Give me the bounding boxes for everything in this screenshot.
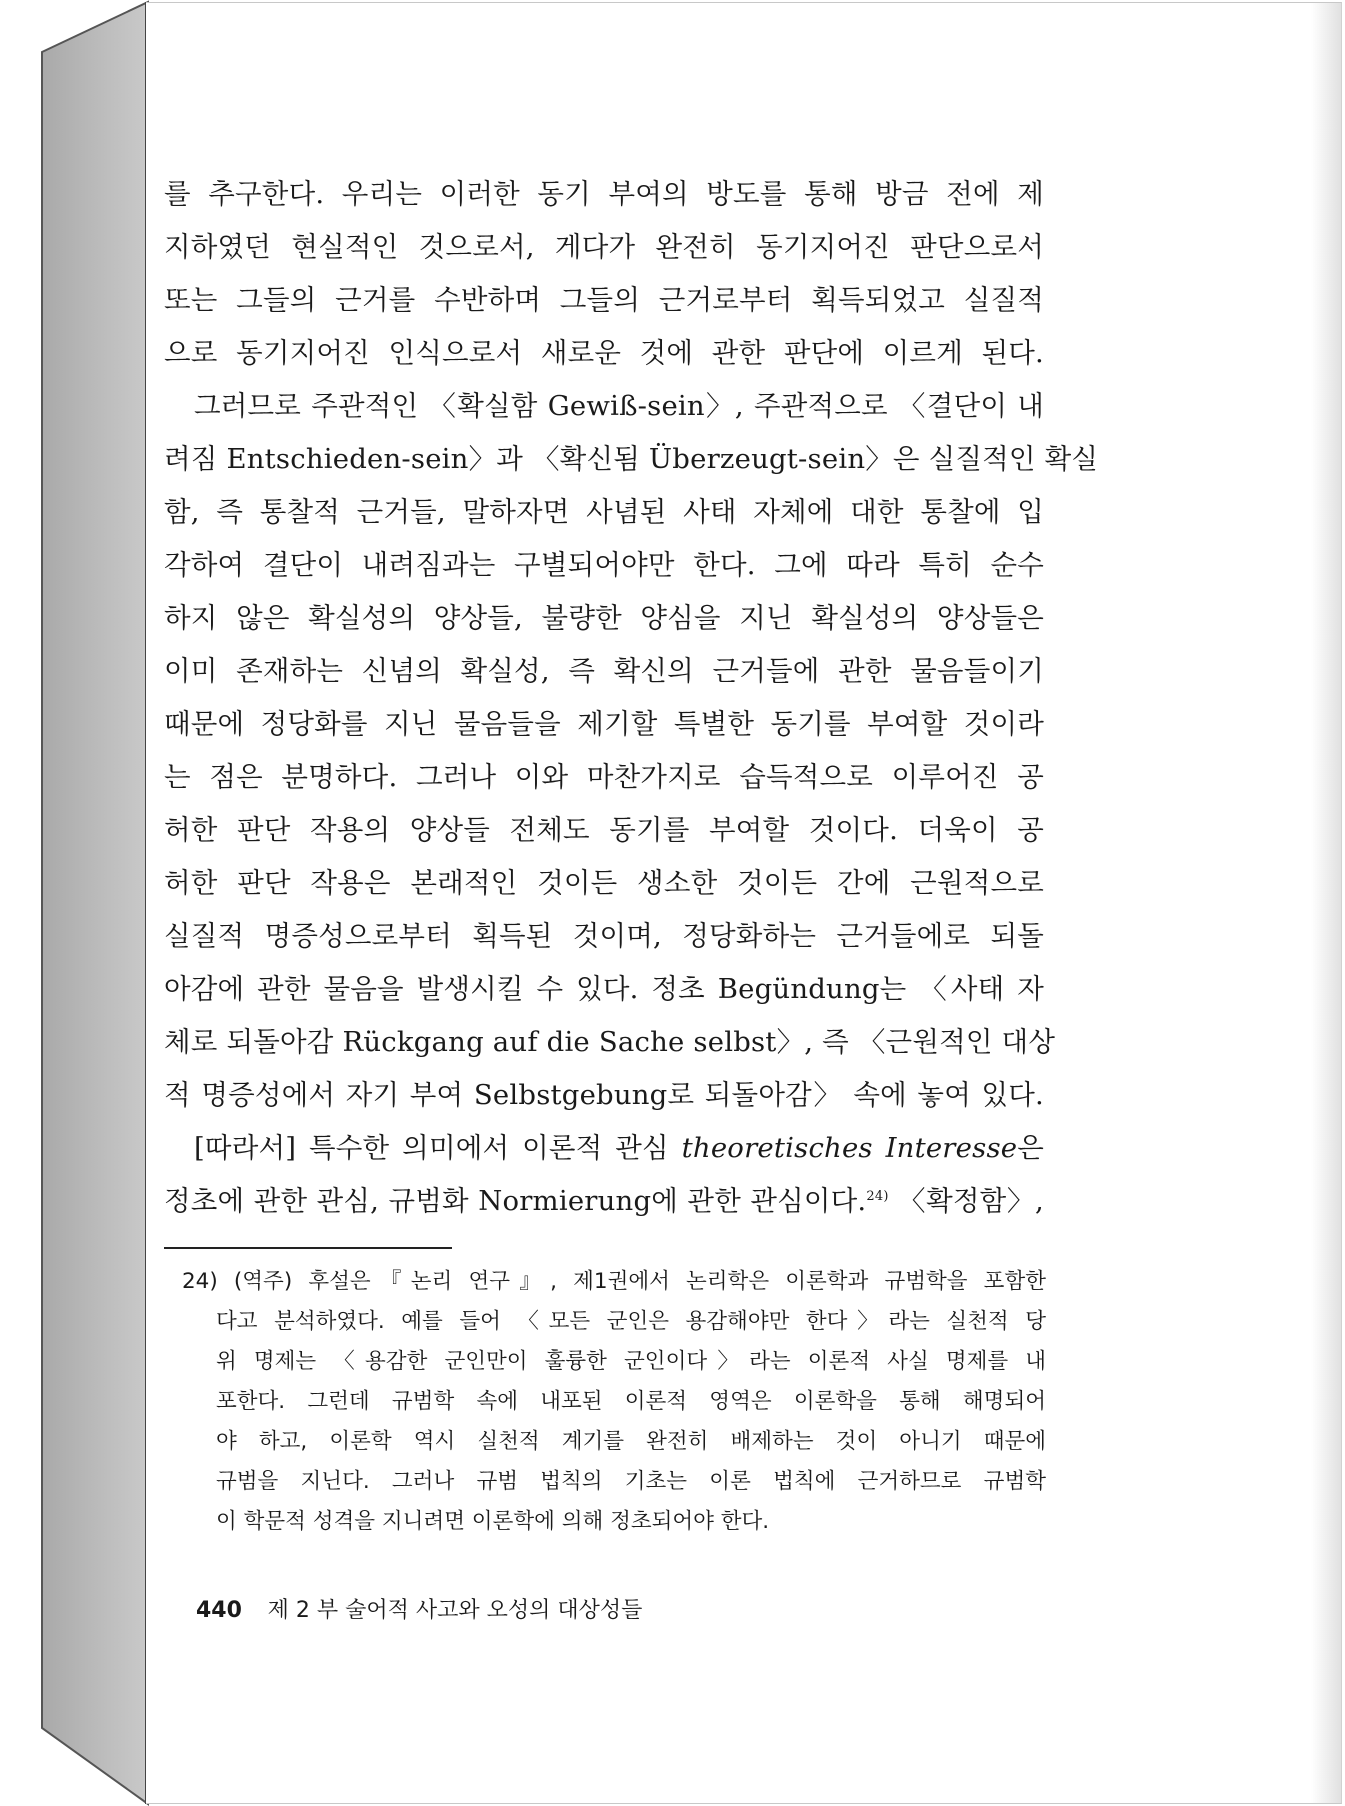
text-line-5: 그러므로 주관적인 〈확실함 Gewiß-sein〉, 주관적으로 〈결단이 내 — [194, 390, 1044, 422]
footnote-line-5: 야 하고, 이론학 역시 실천적 계기를 완전히 배제하는 것이 아니기 때문에 — [216, 1429, 1046, 1454]
text-line-10: 이미 존재하는 신념의 확실성, 즉 확신의 근거들에 관한 물음들이기 — [164, 655, 1044, 687]
text-line-1: 를 추구한다. 우리는 이러한 동기 부여의 방도를 통해 방금 전에 제 — [164, 178, 1044, 210]
text-line-6: 려짐 Entschieden-sein〉과 〈확신됨 Überzeugt-sein〉은 실질적인 확실 — [164, 443, 1099, 475]
footnote-line-7: 이 학문적 성격을 지니려면 이론학에 의해 정초되어야 한다. — [216, 1509, 770, 1534]
text-line-20-main: 정초에 관한 관심, 규범화 Normierung에 관한 관심이다. — [164, 1185, 867, 1217]
text-line-19-prefix: [따라서] 특수한 의미에서 이론적 관심 — [194, 1132, 682, 1164]
book-spine — [0, 0, 150, 1806]
footnote-line-2: 다고 분석하였다. 예를 들어 〈모든 군인은 용감해야만 한다〉라는 실천적 당 — [216, 1309, 1046, 1334]
text-line-3: 또는 그들의 근거를 수반하며 그들의 근거로부터 획득되었고 실질적 — [164, 284, 1044, 316]
text-line-14: 허한 판단 작용은 본래적인 것이든 생소한 것이든 간에 근원적으로 — [164, 867, 1044, 899]
running-title: 제 2 부 술어적 사고와 오성의 대상성들 — [267, 1598, 643, 1623]
text-line-8: 각하여 결단이 내려짐과는 구별되어야만 한다. 그에 따라 특히 순수 — [164, 549, 1044, 581]
text-line-18: 적 명증성에서 자기 부여 Selbstgebung로 되돌아감〉 속에 놓여 있다. — [164, 1079, 1044, 1111]
text-line-19-suffix: 은 — [1017, 1132, 1044, 1164]
text-line-20 — [164, 1175, 1044, 1228]
text-line-19 — [164, 1122, 1044, 1175]
footnote-reference: 24) — [866, 1188, 889, 1204]
footnote-line-6: 규범을 지닌다. 그러나 규범 법칙의 기초는 이론 법칙에 근거하므로 규범학 — [216, 1469, 1046, 1494]
text-line-2: 지하였던 현실적인 것으로서, 게다가 완전히 동기지어진 판단으로서 — [164, 231, 1044, 263]
text-line-9: 하지 않은 확실성의 양상들, 불량한 양심을 지닌 확실성의 양상들은 — [164, 602, 1044, 634]
footnote-line-3: 위 명제는 〈용감한 군인만이 훌륭한 군인이다〉라는 이론적 사실 명제를 내 — [216, 1349, 1046, 1374]
page-edge-shadow — [1311, 3, 1341, 1803]
main-text — [164, 168, 1099, 1228]
text-line-13: 허한 판단 작용의 양상들 전체도 동기를 부여할 것이다. 더욱이 공 — [164, 814, 1044, 846]
italic-term: theoretisches Interesse — [681, 1132, 1018, 1164]
footnote-line-4: 포한다. 그런데 규범학 속에 내포된 이론적 영역은 이론학을 통해 해명되어 — [216, 1389, 1046, 1414]
text-line-11: 때문에 정당화를 지닌 물음들을 제기할 특별한 동기를 부여할 것이라 — [164, 708, 1044, 740]
page-number: 440 — [196, 1598, 242, 1623]
text-line-7: 함, 즉 통찰적 근거들, 말하자면 사념된 사태 자체에 대한 통찰에 입 — [164, 496, 1044, 528]
text-line-17: 체로 되돌아감 Rückgang auf die Sache selbst〉, 즉 〈근원적인 대상 — [164, 1026, 1056, 1058]
text-line-15: 실질적 명증성으로부터 획득된 것이며, 정당화하는 근거들에로 되돌 — [164, 920, 1044, 952]
footnote-line-1: 24) (역주) 후설은『논리 연구』, 제1권에서 논리학은 이론학과 규범학을 포함한 — [182, 1269, 1046, 1294]
text-line-12: 는 점은 분명하다. 그러나 이와 마찬가지로 습득적으로 이루어진 공 — [164, 761, 1044, 793]
text-line-20-tail: 〈확정함〉, — [888, 1185, 1045, 1217]
footnote-divider — [164, 1247, 452, 1249]
page-footer — [196, 1593, 642, 1624]
footnote-block — [182, 1262, 1046, 1542]
text-line-16: 아감에 관한 물음을 발생시킬 수 있다. 정초 Begündung는 〈사태 자 — [164, 973, 1044, 1005]
text-line-4: 으로 동기지어진 인식으로서 새로운 것에 관한 판단에 이르게 된다. — [164, 337, 1044, 369]
